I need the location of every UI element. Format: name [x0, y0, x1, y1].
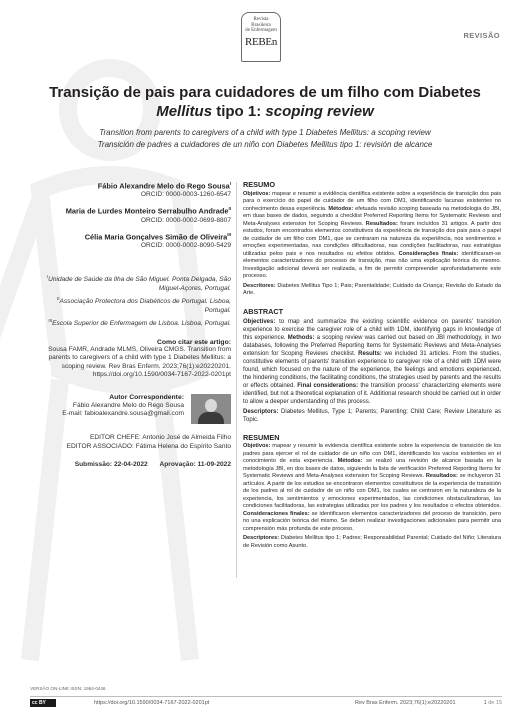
corresponding-name: Fábio Alexandre Melo do Rego Sousa: [72, 402, 184, 410]
approval-date: Aprovação: 11-09-2022: [159, 460, 231, 468]
editors: [30, 433, 231, 451]
title-italic: scoping review: [265, 103, 374, 120]
affiliation: $^I$Unidade de Saúde da Ilha de São Miguel. Ponta Delgada, São Miguel-Açores, Portugal.: [46, 274, 231, 292]
editor-associate: EDITOR ASSOCIADO: Fátima Helena do Espírito Santo: [66, 442, 231, 450]
article-type-label: REVISÃO: [463, 31, 500, 40]
abstract-heading: RESUMEN: [243, 432, 280, 442]
author-photo: [191, 394, 231, 424]
abstract-keywords: Descritores: Diabetes Mellitus Tipo 1; Pais; Parentalidade; Cuidado da Criança; Revisão do Estado da Arte.: [243, 282, 501, 296]
column-divider: [236, 182, 237, 578]
affiliations: [30, 273, 231, 329]
author-name: Maria de Lurdes Monteiro Serrabulho Andrade$^{II}$: [65, 206, 231, 216]
citation-text: Sousa FAMR, Andrade MLMS, Oliveira CMGS. Transition from parents to caregivers of a child with type 1 Diabetes Mellitus: a scoping review. Rev Bras Enferm. 2023;76(1):e20220201. https://doi.org/10.1590/0034-7167-2022-0201pt: [48, 346, 231, 379]
author-list: [30, 181, 231, 249]
author-orcid[interactable]: ORCID: 0000-0002-0699-8807: [140, 216, 231, 224]
page-footer: [30, 696, 502, 707]
citation-heading: Como citar este artigo:: [156, 339, 231, 346]
submission-date: Submissão: 22-04-2022: [74, 460, 148, 468]
author-name: Fábio Alexandre Melo do Rego Sousa$^I$: [97, 181, 231, 191]
title-italic: Mellitus: [156, 103, 213, 120]
abstracts-column: [243, 181, 501, 560]
abstract-body: Objetivos: mapear y resumir la evidencia científica existente sobre la experiencia de transición de los padres para ejercer el rol de cuidador de un niño con DM1, identificando los vacíos existentes en el conocimiento de esta experiencia. Métodos: se realizó una revisión de alcance basada en la metodología JBI, en dos bases de datos, siguiendo la lista de verificación Preferred Reporting Items for Systematic Reviews and Meta-Analyses extension for Scoping Reviews. Resultados: se incluyeron 31 artículos. A partir de los estudios se encontraron elementos constitutivos de la experiencia de transición de los padres al rol de cuidador de un niño con DM1, los cuales se centraron en la naturaleza de la experiencia, los sentimientos y emociones experimentados, las condiciones obstaculizadoras, las condiciones facilitadoras, las estrategias utilizadas por los padres y los resultados o efectos obtenidos. Consideraciones finales: se identificaron elementos caracterizadores del proceso de transición, pero no una explicación teórica del mismo. Se deben realizar investigaciones adicionales para permitir una comprensión más profunda de este proceso.: [243, 443, 502, 532]
logo-line: Revista: [253, 17, 269, 22]
affiliation: $^{III}$Escola Superior de Enfermagem de Lisboa. Lisboa, Portugal.: [48, 318, 231, 328]
issn-label: VERSÃO ON-LINE ISSN: 1984-0446: [30, 686, 106, 691]
abstract-english: [243, 308, 501, 424]
journal-reference: Rev Bras Enferm. 2023;76(1):e20220201: [355, 700, 456, 706]
affiliation: $^{II}$Associação Protectora dos Diabéticos de Portugal. Lisboa, Portugal.: [56, 296, 231, 314]
abstract-keywords: Descriptores: Diabetes Mellitus tipo 1; Padres; Responsabilidad Parental; Cuidado del Niño; Literatura de Revisión como Asunto.: [243, 535, 501, 549]
license-badge[interactable]: cc BY: [30, 699, 56, 707]
abstract-portuguese: [243, 181, 501, 298]
editor-chief: EDITOR CHEFE: Antonio José de Almeida Filho: [90, 433, 231, 441]
abstract-keywords: Descriptors: Diabetes Mellitus, Type 1; Parents; Parenting; Child Care; Review Literature as Topic.: [243, 408, 501, 423]
translated-titles: [44, 127, 486, 150]
abstract-body: Objetivos: mapear e resumir a evidência científica existente sobre a experiência de transição dos pais para o exercício do papel de cuidador de um filho com DM1, identificando lacunas existentes no conhecimento dessa experiência. Métodos: efetuada revisão scoping baseada na metodologia do JBI, em duas bases de dados, seguindo a checklist Preferred Reporting Items for Systematic Reviews and Meta-Analyses extension for Scoping Reviews. Resultados: foram incluídos 31 artigos. A partir dos estudos, foram encontrados elementos constitutivos da experiência de transição dos pais para o papel de cuidador de um filho com DM1, que se centraram na natureza da experiência, nos sentimentos e emoções experimentadas, nas condições dificultadoras, nas condições facilitadoras, nas estratégias utilizadas pelos pais e nos resultados ou efeitos obtidos. Considerações finais: identificaram-se elementos caracterizadores do processo de transição, mas não uma explicação teórica do mesmo. Investigação adicional deverá ser realizada, a fim de permitir compreender aprofundadamente este processo.: [243, 190, 501, 279]
logo-brand: REBEn: [244, 35, 278, 48]
article-info-column: [30, 181, 231, 468]
article-title: [44, 83, 486, 121]
abstract-heading: RESUMO: [243, 180, 276, 189]
article-dates: [30, 461, 231, 468]
author-orcid[interactable]: ORCID: 0000-0002-8090-5429: [140, 242, 231, 250]
corresponding-heading: Autor Correspondente:: [109, 393, 184, 401]
author-name: Célia Maria Gonçalves Simão de Oliveira$^{III}$: [84, 231, 231, 242]
title-text: Transição de pais para cuidadores de um filho com Diabetes: [49, 84, 481, 101]
title-english: Transition from parents to caregivers of a child with type 1 Diabetes Mellitus: a scoping review: [99, 128, 431, 137]
corresponding-email[interactable]: E-mail: fabioalexandre.sousa@gmail.com: [62, 410, 184, 418]
page-number: 1 de 15: [483, 700, 502, 706]
title-spanish: Transición de padres a cuidadores de un niño con Diabetes Mellitus tipo 1: revisión de alcance: [97, 139, 433, 149]
author-orcid[interactable]: ORCID: 0000-0003-1260-6547: [140, 191, 231, 199]
corresponding-author: [30, 394, 231, 419]
logo-line: de Enfermagem: [245, 28, 277, 33]
abstract-heading: ABSTRACT: [243, 306, 284, 316]
logo-line: Brasileira: [251, 22, 271, 28]
journal-logo: [241, 12, 281, 62]
abstract-body: Objectives: to map and summarize the existing scientific evidence on parents' transition experience to exercise the caregiver role of a child with 1DM, identifying gaps in knowledge of this experience. Methods: a scoping review was carried out based on JBI methodology, in two databases, following the Preferred Reporting Items for Systematic Reviews and Meta-Analyses extension for Scoping Reviews checklist. Results: we included 31 articles. From the studies, constitutive elements of parents' transition experience to caregiver role of a child with 1DM were found, which focused on the nature of the experience, the feelings and emotions experienced, the hindering conditions, the facilitating conditions, the strategies used by parents and the results or effects obtained. Final considerations: the transition process' characterizing elements were identified, but not a theoretical explanation of it. Additional research should be carried out in order to allow a deeper understanding of this process.: [243, 318, 502, 405]
title-text: tipo 1:: [212, 103, 266, 120]
abstract-spanish: [243, 434, 501, 551]
doi-link[interactable]: https://doi.org/10.1590/0034-7167-2022-0201pt: [94, 700, 210, 706]
